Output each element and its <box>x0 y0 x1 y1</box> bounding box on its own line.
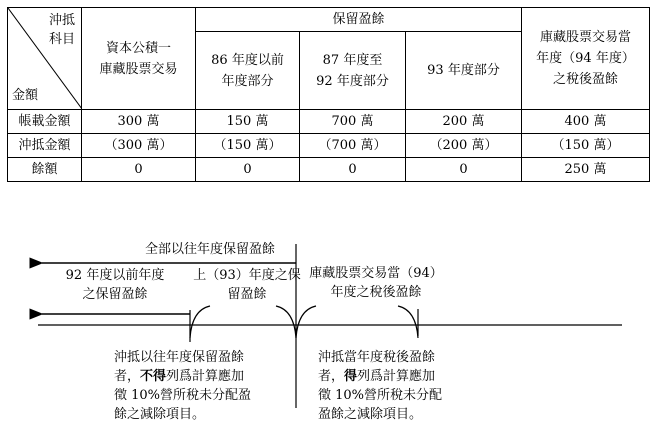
corner-top-line: 科目 <box>48 32 75 47</box>
cell-value: 0 <box>300 158 406 182</box>
note-prior-years <box>114 348 286 424</box>
label-line: 庫藏股票交易當（94） <box>309 266 443 281</box>
bracket-93-left <box>190 306 210 338</box>
header-line: 年度部分 <box>221 73 274 89</box>
note-line: 盈餘之減除項目。 <box>318 407 423 422</box>
cell-value: 0 <box>406 158 522 182</box>
label-before-92 <box>50 266 180 304</box>
note-line: 餘之減除項目。 <box>114 407 206 422</box>
row-label: 帳載金額 <box>8 110 82 134</box>
cell-value: 200 萬 <box>406 110 522 134</box>
label-line: 留盈餘 <box>227 287 267 302</box>
cell-value: 0 <box>196 158 300 182</box>
note-line <box>318 367 490 386</box>
note-current-year <box>318 348 490 424</box>
note-line: 沖抵當年度稅後盈餘 <box>318 350 436 365</box>
label-line: 年度之稅後盈餘 <box>330 285 422 300</box>
note-line <box>114 367 286 386</box>
note-text: 者， <box>114 369 141 384</box>
cell-value: （150 萬） <box>196 134 300 158</box>
header-line: 之稅後盈餘 <box>552 72 618 87</box>
note-text: 列爲計算應加 <box>166 369 245 384</box>
corner-bottom-label: 金額 <box>12 88 39 103</box>
cell-value: 250 萬 <box>522 158 650 182</box>
label-line: 之保留盈餘 <box>82 287 148 302</box>
cell-value: （300 萬） <box>82 134 196 158</box>
cell-value: （200 萬） <box>406 134 522 158</box>
label-line: 92 年度以前年度 <box>65 268 165 283</box>
header-line: 93 年度部分 <box>427 63 500 79</box>
cell-value: 700 萬 <box>300 110 406 134</box>
header-line: 92 年度部分 <box>316 73 389 89</box>
cell-value: （700 萬） <box>300 134 406 158</box>
row-label: 沖抵金額 <box>8 134 82 158</box>
row-label: 餘額 <box>8 158 82 182</box>
label-line: 上（93）年度之保 <box>193 268 301 283</box>
header-line: 87 年度至 <box>322 52 383 68</box>
note-emphasis: 不得 <box>140 369 167 384</box>
header-line: 年度（94 年度） <box>536 51 635 66</box>
header-line: 庫藏股票交易當 <box>539 30 631 45</box>
bracket-94-right <box>398 306 418 338</box>
note-line: 徵 10%營所稅未分配盈 <box>114 388 252 403</box>
header-retained-earnings-group: 保留盈餘 <box>196 8 522 32</box>
note-emphasis: 得 <box>344 369 358 384</box>
header-line: 庫藏股票交易 <box>99 61 178 77</box>
header-line: 資本公積一 <box>105 40 171 56</box>
note-text: 列爲計算應加 <box>357 369 436 384</box>
label-current-94 <box>306 264 446 302</box>
bracket-93-right <box>276 306 296 338</box>
label-prev-93 <box>186 266 308 304</box>
label-all-prior: 全部以往年度保留盈餘 <box>144 242 275 257</box>
header-line: 86 年度以前 <box>211 52 284 68</box>
cell-value: （150 萬） <box>522 134 650 158</box>
note-text: 者， <box>318 369 345 384</box>
corner-top-line: 沖抵 <box>48 13 75 28</box>
cell-value: 150 萬 <box>196 110 300 134</box>
cell-value: 300 萬 <box>82 110 196 134</box>
cell-value: 0 <box>82 158 196 182</box>
note-line: 徵 10%營所稅未分配 <box>318 388 443 403</box>
bracket-94-left <box>296 306 316 338</box>
cell-value: 400 萬 <box>522 110 650 134</box>
note-line: 沖抵以往年度保留盈餘 <box>114 350 245 365</box>
